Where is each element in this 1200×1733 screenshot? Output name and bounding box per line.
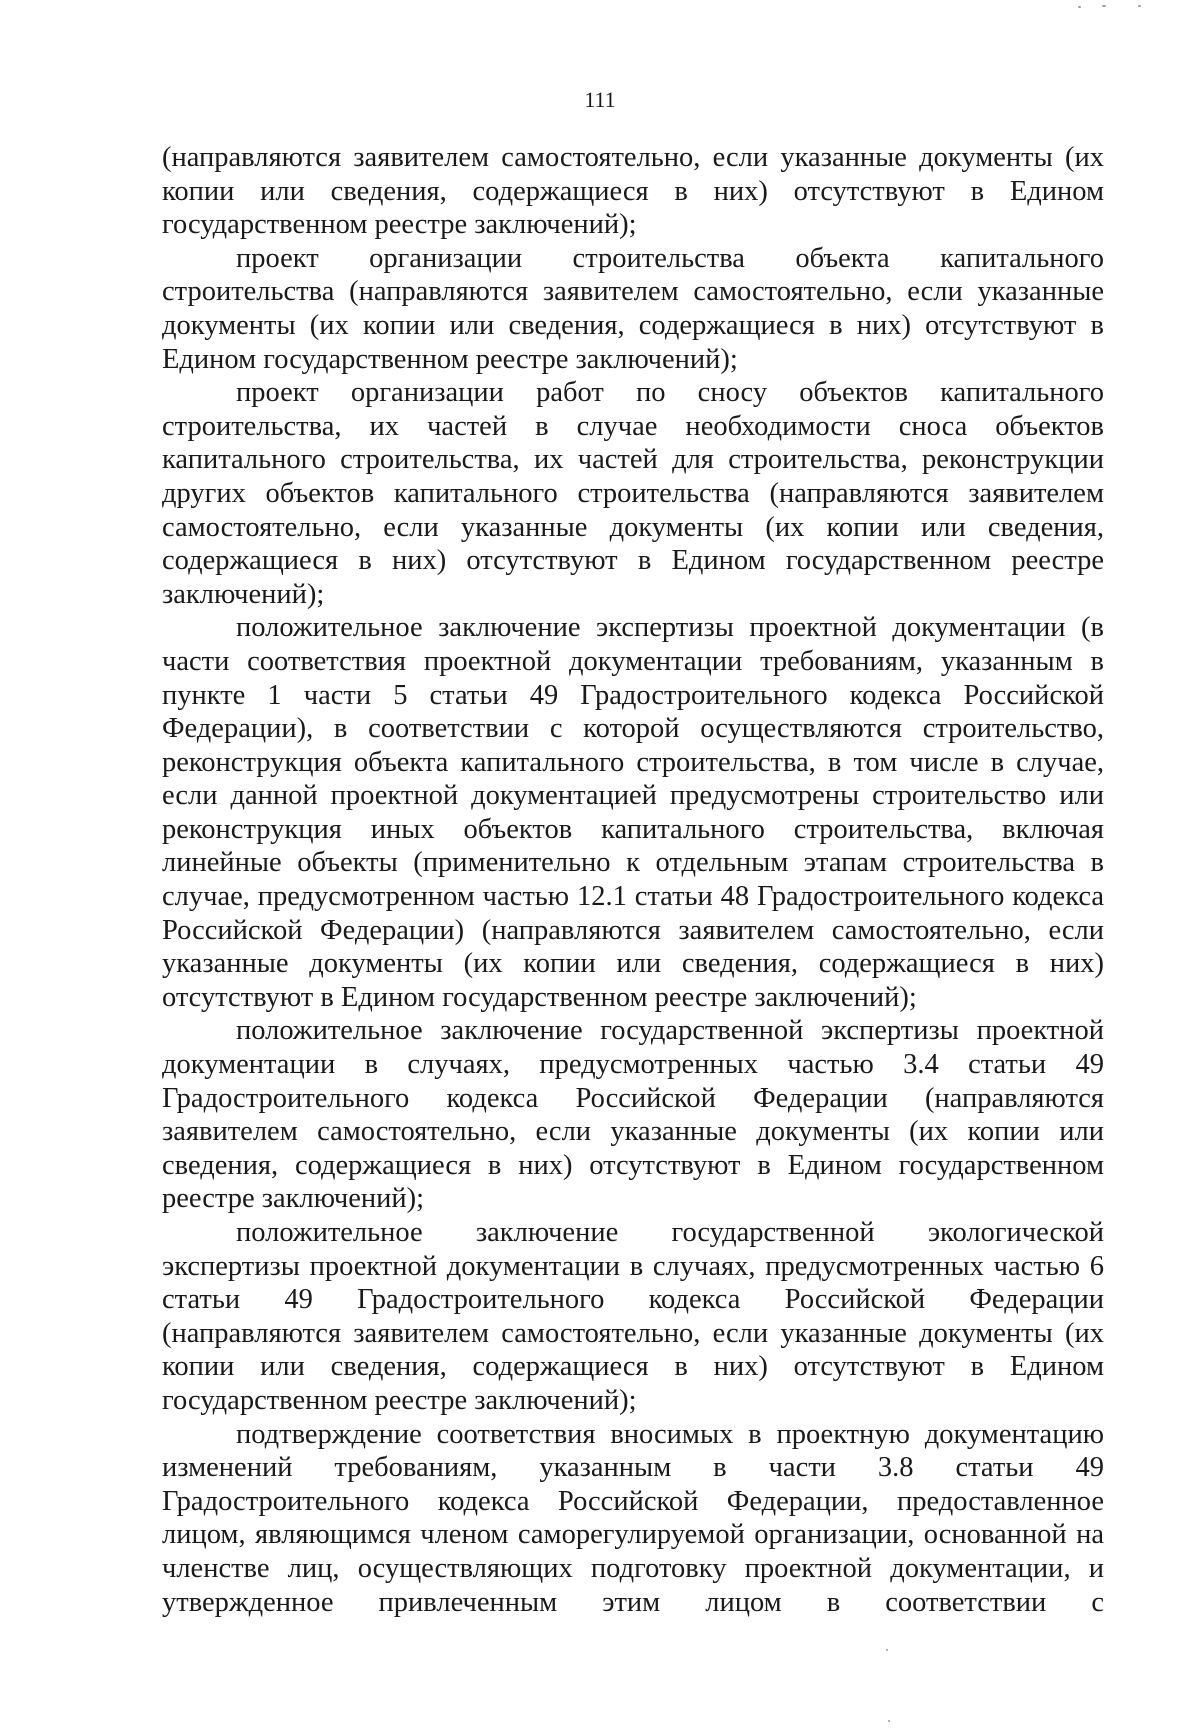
scan-speck (888, 1720, 890, 1722)
paragraph: подтверждение соответствия вносимых в проектную документацию изменений требованиям, указанным в части 3.8 статьи 49 Градостроительного кодекса Российской Федерации, предоставленное лицом, являющимся членом саморегулируемой организации, основанной на членстве лиц, осуществляющих подготовку проектной документации, и утвержденное привлеченным этим лицом в соответствии с (162, 1418, 1104, 1618)
scan-speck (1078, 6, 1081, 8)
paragraph: положительное заключение государственной экспертизы проектной документации в случаях, предусмотренных частью 3.4 статьи 49 Градостроительного кодекса Российской Федерации (направляются заявителем самостоятельно, если указанные документы (их копии или сведения, содержащиеся в них) отсутствуют в Едином государственном реестре заключений); (162, 1015, 1104, 1215)
paragraph: проект организации работ по сносу объектов капитального строительства, их частей в случае необходимости сноса объектов капитального строительства, их частей для строительства, реконструкции других объектов капитального строительства (направляются заявителем самостоятельно, если указанные документы (их копии или сведения, содержащиеся в них) отсутствуют в Едином государственном реестре заключений); (162, 377, 1104, 610)
page-number: 111 (584, 87, 616, 112)
scan-speck (1102, 5, 1106, 7)
scan-speck (1138, 5, 1141, 7)
scan-speck (886, 1649, 888, 1651)
paragraph: положительное заключение экспертизы проектной документации (в части соответствия проектной документации требованиям, указанным в пункте 1 части 5 статьи 49 Градостроительного кодекса Российской Федерации), в соответствии с которой осуществляются строительство, реконструкция объекта капитального строительства, в том числе в случае, если данной проектной документацией предусмотрены строительство или реконструкция иных объектов капитального строительства, включая линейные объекты (применительно к отдельным этапам строительства в случае, предусмотренном частью 12.1 статьи 48 Градостроительного кодекса Российской Федерации) (направляются заявителем самостоятельно, если указанные документы (их копии или сведения, содержащиеся в них) отсутствуют в Едином государственном реестре заключений); (162, 612, 1104, 1013)
document-body (162, 141, 1104, 1619)
paragraph: положительное заключение государственной экологической экспертизы проектной документации в случаях, предусмотренных частью 6 статьи 49 Градостроительного кодекса Российской Федерации (направляются заявителем самостоятельно, если указанные документы (их копии или сведения, содержащиеся в них) отсутствуют в Едином государственном реестре заключений); (162, 1217, 1104, 1416)
paragraph: проект организации строительства объекта капитального строительства (направляются заявителем самостоятельно, если указанные документы (их копии или сведения, содержащиеся в них) отсутствуют в Едином государственном реестре заключений); (162, 242, 1104, 375)
paragraph: (направляются заявителем самостоятельно, если указанные документы (их копии или сведения, содержащиеся в них) отсутствуют в Едином государственном реестре заключений); (162, 142, 1104, 241)
